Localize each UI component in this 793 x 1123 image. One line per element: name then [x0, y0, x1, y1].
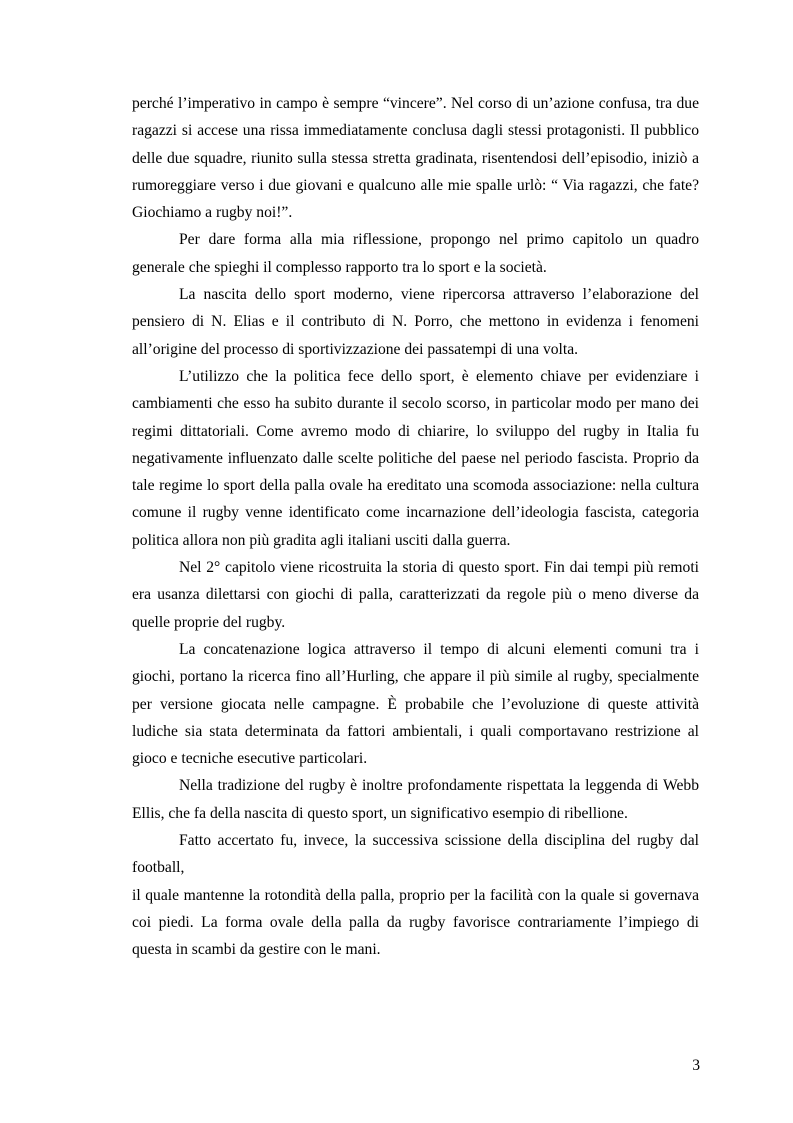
- paragraph-oval-ball: il quale mantenne la rotondità della palla, proprio per la facilità con la quale si governava coi piedi. La forma ovale della palla da rugby favorisce contrariamente l’impiego di questa in scambi da gestire con le mani.: [132, 886, 699, 959]
- paragraph-hurling: La concatenazione logica attraverso il tempo di alcuni elementi comuni tra i giochi, portano la ricerca fino all’Hurling, che appare il più simile al rugby, specialmente per versione giocata nelle campagne. È probabile che l’evoluzione di queste attività ludiche sia stata determinata da fattori ambientali, i quali comportavano restrizione al gioco e tecniche esecutive particolari.: [132, 640, 699, 768]
- paragraph-football-split: Fatto accertato fu, invece, la successiva scissione della disciplina del rugby dal football,: [132, 832, 699, 877]
- paragraph-modern-sport: La nascita dello sport moderno, viene ripercorsa attraverso l’elaborazione del pensiero di N. Elias e il contributo di N. Porro, che mettono in evidenza i fenomeni all’origine del processo di sportivizzazione dei passatempi di una volta.: [132, 286, 699, 358]
- paragraph-chapter-one-intro: Per dare forma alla mia riflessione, propongo nel primo capitolo un quadro generale che spieghi il complesso rapporto tra lo sport e la società.: [132, 231, 699, 276]
- paragraph-webb-ellis: Nella tradizione del rugby è inoltre profondamente rispettata la leggenda di Webb Ellis, che fa della nascita di questo sport, un significativo esempio di ribellione.: [132, 777, 699, 822]
- paragraph-chapter-two: Nel 2° capitolo viene ricostruita la storia di questo sport. Fin dai tempi più remoti era usanza dilettarsi con giochi di palla, caratterizzati da regole più o meno diverse da quelle proprie del rugby.: [132, 559, 699, 631]
- paragraph-politics-sport: L’utilizzo che la politica fece dello sport, è elemento chiave per evidenziare i cambiamenti che esso ha subito durante il secolo scorso, in particolar modo per mano dei regimi dittatoriali. Come avremo modo di chiarire, lo sviluppo del rugby in Italia fu negativamente influenzato dalle scelte politiche del paese nel periodo fascista. Proprio da tale regime lo sport della palla ovale ha ereditato una scomoda associazione: nella cultura comune il rugby venne identificato come incarnazione dell’ideologia fascista, categoria politica allora non più gradita agli italiani usciti dalla guerra.: [132, 367, 699, 549]
- body-text: [132, 90, 699, 964]
- paragraph-continuation: perché l’imperativo in campo è sempre “vincere”. Nel corso di un’azione confusa, tra due ragazzi si accese una rissa immediatamente conclusa dagli stessi protagonisti. Il pubblico delle due squadre, riunito sulla stessa stretta gradinata, risentendosi dell’episodio, iniziò a rumoreggiare verso i due giovani e qualcuno alle mie spalle urlò: “ Via ragazzi, che fate? Giochiamo a rugby noi!”.: [132, 95, 699, 222]
- page-number: 3: [692, 1057, 700, 1074]
